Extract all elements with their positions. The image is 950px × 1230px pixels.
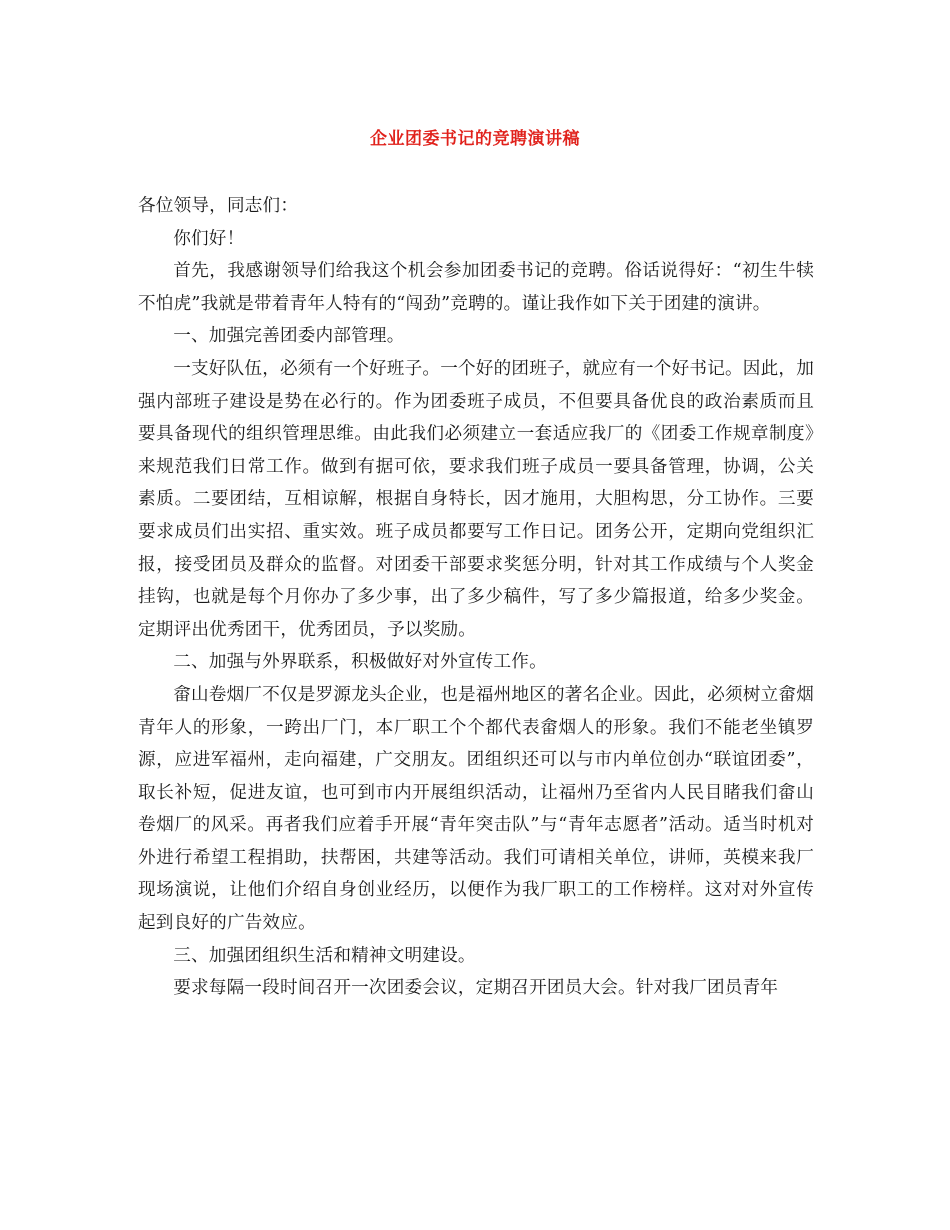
- document-title: 企业团委书记的竞聘演讲稿: [370, 129, 580, 149]
- section-3-paragraph: 要求每隔一段时间召开一次团委会议，定期召开团员大会。针对我厂团员青年: [173, 978, 779, 999]
- greeting-paragraph: 你们好！: [173, 228, 245, 249]
- document-body: [138, 190, 814, 1005]
- section-2-paragraph: 畲山卷烟厂不仅是罗源龙头企业，也是福州地区的著名企业。因此，必须树立畲烟青年人的形象，一跨出厂门，本厂职工个个都代表畲烟人的形象。我们不能老坐镇罗源，应进军福州，走向福建，广交朋友。团组织还可以与市内单位创办“联谊团委”，取长补短，促进友谊，也可到市内开展组织活动，让福州乃至省内人民目睹我们畲山卷烟厂的风采。再者我们应着手开展“青年突击队”与“青年志愿者”活动。适当时机对外进行希望工程捐助，扶帮困，共建等活动。我们可请相关单位，讲师，英模来我厂现场演说，让他们介绍自身创业经历，以便作为我厂职工的工作榜样。这对对外宣传起到良好的广告效应。: [138, 684, 814, 934]
- intro-paragraph: 首先，我感谢领导们给我这个机会参加团委书记的竞聘。俗话说得好：“初生牛犊不怕虎”我就是带着青年人特有的“闯劲”竞聘的。谨让我作如下关于团建的演讲。: [138, 261, 814, 314]
- section-1-paragraph: 一支好队伍，必须有一个好班子。一个好的团班子，就应有一个好书记。因此，加强内部班子建设是势在必行的。作为团委班子成员，不但要具备优良的政治素质而且要具备现代的组织管理思维。由此我们必须建立一套适应我厂的《团委工作规章制度》来规范我们日常工作。做到有据可依，要求我们班子成员一要具备管理，协调，公关素质。二要团结，互相谅解，根据自身特长，因才施用，大胆构思，分工协作。三要要求成员们出实招、重实效。班子成员都要写工作日记。团务公开，定期向党组织汇报，接受团员及群众的监督。对团委干部要求奖惩分明，针对其工作成绩与个人奖金挂钩，也就是每个月你办了多少事，出了多少稿件，写了多少篇报道，给多少奖金。定期评出优秀团干，优秀团员，予以奖励。: [138, 358, 814, 640]
- section-heading-3: 三、加强团组织生活和精神文明建设。: [173, 945, 476, 966]
- section-heading-2: 二、加强与外界联系，积极做好对外宣传工作。: [173, 652, 547, 673]
- section-heading-1: 一、加强完善团委内部管理。: [173, 326, 405, 347]
- salutation-paragraph: 各位领导，同志们：: [138, 196, 299, 216]
